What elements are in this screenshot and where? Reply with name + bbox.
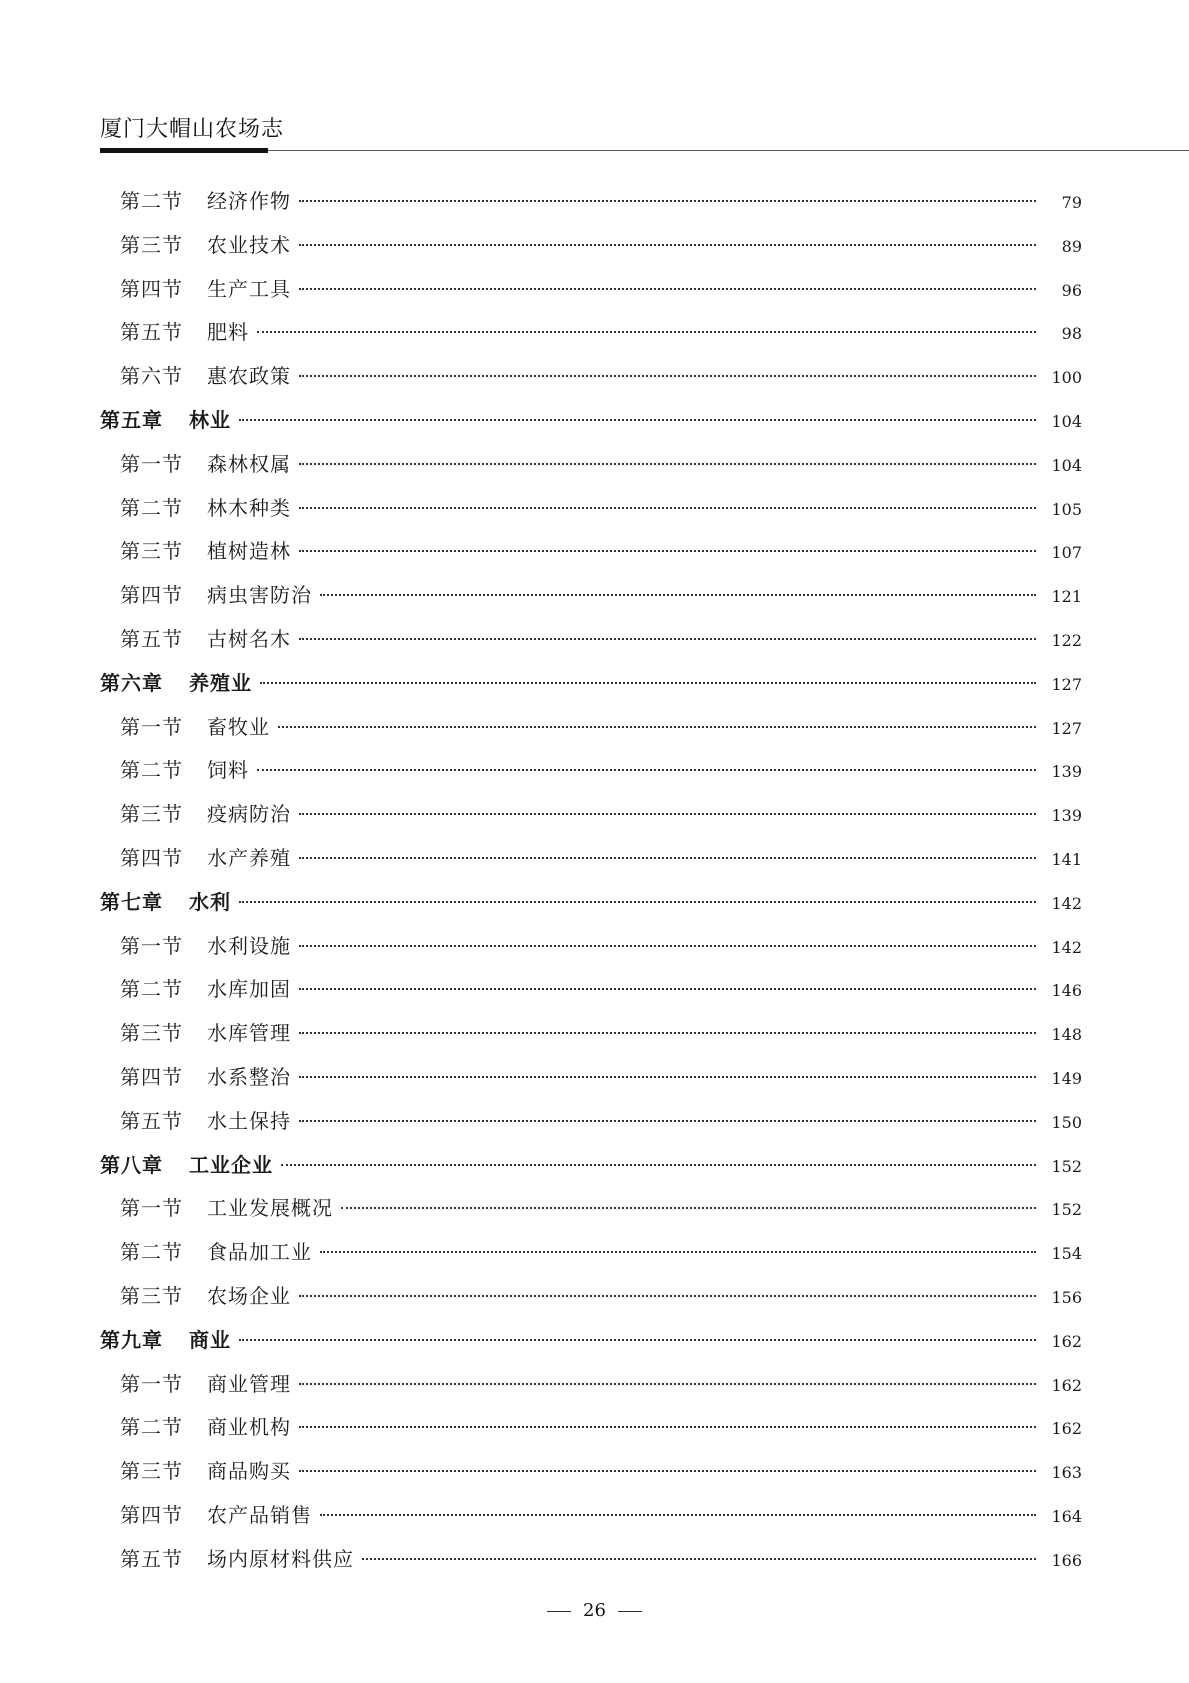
toc-entry-label: 第三节 (120, 1459, 183, 1484)
toc-entry-page-number: 100 (1051, 368, 1082, 388)
toc-chapter-entry[interactable] (100, 1319, 1082, 1363)
toc-entry-label: 第二节 (120, 977, 183, 1002)
toc-dot-leader (278, 726, 1036, 728)
toc-entry-title: 疫病防治 (207, 802, 291, 827)
toc-entry-label: 第九章 (100, 1327, 163, 1352)
toc-entry-page-number: 141 (1051, 849, 1082, 869)
toc-entry-title: 养殖业 (189, 670, 252, 695)
toc-entry-label: 第六节 (120, 364, 183, 389)
toc-entry-page-number: 166 (1051, 1550, 1082, 1570)
toc-entry-label: 第五节 (120, 320, 183, 345)
toc-entry-title: 生产工具 (207, 276, 291, 301)
toc-dot-leader (239, 1339, 1036, 1341)
toc-chapter-entry[interactable] (100, 1144, 1082, 1188)
toc-entry-page-number: 162 (1051, 1419, 1082, 1439)
toc-section-entry[interactable] (100, 1450, 1082, 1494)
toc-section-entry[interactable] (100, 487, 1082, 531)
toc-entry-page-number: 104 (1051, 455, 1082, 475)
toc-entry-title: 工业发展概况 (207, 1196, 333, 1221)
toc-entry-page-number: 142 (1051, 893, 1082, 913)
toc-entry-title: 水库管理 (207, 1021, 291, 1046)
toc-dot-leader (299, 375, 1036, 377)
toc-section-entry[interactable] (100, 574, 1082, 618)
toc-dot-leader (299, 1076, 1036, 1078)
toc-entry-title: 水系整治 (207, 1064, 291, 1089)
toc-entry-title: 水土保持 (207, 1108, 291, 1133)
toc-entry-label: 第二节 (120, 1240, 183, 1265)
toc-entry-label: 第八章 (100, 1152, 163, 1177)
toc-entry-page-number: 162 (1051, 1375, 1082, 1395)
toc-dot-leader (320, 1514, 1036, 1516)
toc-entry-label: 第三节 (120, 539, 183, 564)
toc-entry-label: 第一节 (120, 451, 183, 476)
toc-section-entry[interactable] (100, 1187, 1082, 1231)
toc-entry-label: 第四节 (120, 845, 183, 870)
toc-dot-leader (362, 1558, 1036, 1560)
toc-entry-page-number: 105 (1051, 499, 1082, 519)
toc-section-entry[interactable] (100, 1538, 1082, 1582)
toc-entry-label: 第一节 (120, 714, 183, 739)
toc-section-entry[interactable] (100, 355, 1082, 399)
toc-entry-title: 农场企业 (207, 1283, 291, 1308)
toc-dot-leader (239, 901, 1036, 903)
toc-section-entry[interactable] (100, 1056, 1082, 1100)
header-rule-accent (100, 148, 268, 153)
toc-dot-leader (299, 550, 1036, 552)
toc-entry-page-number: 163 (1051, 1463, 1082, 1483)
toc-section-entry[interactable] (100, 443, 1082, 487)
toc-entry-label: 第一节 (120, 933, 183, 958)
toc-dot-leader (299, 1295, 1036, 1297)
toc-section-entry[interactable] (100, 1231, 1082, 1275)
toc-section-entry[interactable] (100, 749, 1082, 793)
toc-entry-title: 水利设施 (207, 933, 291, 958)
toc-entry-page-number: 98 (1061, 324, 1082, 344)
toc-dot-leader (299, 1120, 1036, 1122)
toc-entry-page-number: 150 (1051, 1112, 1082, 1132)
toc-section-entry[interactable] (100, 1275, 1082, 1319)
toc-section-entry[interactable] (100, 268, 1082, 312)
toc-dot-leader (281, 1164, 1036, 1166)
toc-section-entry[interactable] (100, 837, 1082, 881)
toc-entry-label: 第五节 (120, 1546, 183, 1571)
toc-dot-leader (239, 419, 1036, 421)
toc-entry-label: 第二节 (120, 189, 183, 213)
toc-entry-page-number: 79 (1061, 193, 1082, 212)
toc-entry-label: 第三节 (120, 1283, 183, 1308)
toc-entry-title: 水库加固 (207, 977, 291, 1002)
toc-section-entry[interactable] (100, 925, 1082, 969)
toc-entry-label: 第七章 (100, 889, 163, 914)
toc-entry-page-number: 96 (1061, 280, 1082, 300)
toc-entry-page-number: 152 (1051, 1156, 1082, 1176)
toc-section-entry[interactable] (100, 1100, 1082, 1144)
toc-entry-page-number: 104 (1051, 411, 1082, 431)
page-footer (0, 1600, 1189, 1621)
toc-dot-leader (299, 945, 1036, 947)
toc-entry-label: 第四节 (120, 1064, 183, 1089)
toc-dot-leader (299, 1470, 1036, 1472)
toc-dot-leader (299, 288, 1036, 290)
toc-section-entry[interactable] (100, 530, 1082, 574)
toc-entry-label: 第五节 (120, 626, 183, 651)
toc-dot-leader (299, 857, 1036, 859)
toc-entry-label: 第一节 (120, 1196, 183, 1221)
toc-dot-leader (299, 200, 1036, 202)
toc-entry-page-number: 89 (1061, 236, 1082, 256)
toc-entry-page-number: 107 (1051, 543, 1082, 563)
toc-section-entry[interactable] (100, 1012, 1082, 1056)
toc-entry-label: 第五节 (120, 1108, 183, 1133)
toc-entry-title: 森林权属 (207, 451, 291, 476)
toc-dot-leader (299, 988, 1036, 990)
toc-dot-leader (299, 1032, 1036, 1034)
page-number: 26 (583, 1600, 606, 1621)
toc-dot-leader (299, 463, 1036, 465)
toc-entry-label: 第六章 (100, 670, 163, 695)
toc-entry-page-number: 149 (1051, 1068, 1082, 1088)
toc-entry-label: 第三节 (120, 232, 183, 257)
toc-section-entry[interactable] (100, 1363, 1082, 1407)
toc-dot-leader (299, 507, 1036, 509)
toc-entry-page-number: 148 (1051, 1025, 1082, 1045)
toc-entry-title: 肥料 (207, 320, 249, 345)
toc-entry-title: 经济作物 (207, 189, 291, 213)
toc-entry-label: 第一节 (120, 1371, 183, 1396)
toc-entry-label: 第二节 (120, 495, 183, 520)
toc-entry-label: 第四节 (120, 1502, 183, 1527)
toc-section-entry[interactable] (100, 706, 1082, 750)
toc-dot-leader (260, 682, 1036, 684)
toc-entry-label: 第二节 (120, 1415, 183, 1440)
toc-entry-title: 场内原材料供应 (207, 1546, 354, 1571)
toc-section-entry[interactable] (100, 1494, 1082, 1538)
toc-section-entry[interactable] (100, 180, 1082, 224)
running-header-title: 厦门大帽山农场志 (100, 117, 285, 142)
toc-entry-page-number: 142 (1051, 937, 1082, 957)
toc-entry-title: 植树造林 (207, 539, 291, 564)
toc-dot-leader (299, 638, 1036, 640)
toc-entry-title: 农产品销售 (207, 1502, 312, 1527)
toc-dot-leader (299, 1383, 1036, 1385)
toc-entry-title: 古树名木 (207, 626, 291, 651)
toc-entry-page-number: 152 (1051, 1200, 1082, 1220)
toc-dot-leader (257, 769, 1036, 771)
toc-entry-title: 水产养殖 (207, 845, 291, 870)
toc-entry-page-number: 154 (1051, 1244, 1082, 1264)
toc-entry-page-number: 156 (1051, 1287, 1082, 1307)
toc-section-entry[interactable] (100, 968, 1082, 1012)
toc-entry-title: 畜牧业 (207, 714, 270, 739)
toc-entry-title: 林业 (189, 407, 231, 432)
folio-dash-right (618, 1611, 642, 1612)
toc-entry-page-number: 122 (1051, 630, 1082, 650)
toc-entry-title: 饲料 (207, 758, 249, 783)
toc-section-entry[interactable] (100, 618, 1082, 662)
toc-entry-page-number: 121 (1051, 587, 1082, 607)
toc-dot-leader (299, 813, 1036, 815)
toc-entry-title: 工业企业 (189, 1152, 273, 1177)
toc-entry-title: 商业管理 (207, 1371, 291, 1396)
toc-dot-leader (320, 1251, 1036, 1253)
toc-entry-label: 第四节 (120, 276, 183, 301)
toc-entry-page-number: 139 (1051, 762, 1082, 782)
toc-section-entry[interactable] (100, 311, 1082, 355)
toc-chapter-entry[interactable] (100, 399, 1082, 443)
toc-entry-label: 第三节 (120, 1021, 183, 1046)
toc-entry-title: 商业机构 (207, 1415, 291, 1440)
toc-dot-leader (320, 594, 1036, 596)
toc-entry-page-number: 127 (1051, 674, 1082, 694)
folio-dash-left (547, 1611, 571, 1612)
toc-entry-page-number: 146 (1051, 981, 1082, 1001)
toc-entry-label: 第三节 (120, 802, 183, 827)
toc-section-entry[interactable] (100, 793, 1082, 837)
toc-entry-page-number: 139 (1051, 806, 1082, 826)
toc-entry-title: 水利 (189, 889, 231, 914)
toc-entry-title: 商品购买 (207, 1459, 291, 1484)
table-of-contents (100, 180, 1082, 1582)
toc-entry-label: 第四节 (120, 583, 183, 608)
toc-entry-page-number: 162 (1051, 1331, 1082, 1351)
toc-entry-title: 惠农政策 (207, 364, 291, 389)
toc-dot-leader (257, 331, 1036, 333)
toc-chapter-entry[interactable] (100, 881, 1082, 925)
toc-entry-label: 第五章 (100, 407, 163, 432)
toc-entry-title: 病虫害防治 (207, 583, 312, 608)
toc-entry-page-number: 164 (1051, 1506, 1082, 1526)
toc-entry-page-number: 127 (1051, 718, 1082, 738)
toc-dot-leader (341, 1207, 1036, 1209)
toc-entry-title: 食品加工业 (207, 1240, 312, 1265)
toc-entry-title: 林木种类 (207, 495, 291, 520)
toc-dot-leader (299, 244, 1036, 246)
toc-entry-title: 农业技术 (207, 232, 291, 257)
toc-section-entry[interactable] (100, 224, 1082, 268)
toc-dot-leader (299, 1426, 1036, 1428)
toc-entry-label: 第二节 (120, 758, 183, 783)
toc-chapter-entry[interactable] (100, 662, 1082, 706)
toc-entry-title: 商业 (189, 1327, 231, 1352)
toc-section-entry[interactable] (100, 1406, 1082, 1450)
